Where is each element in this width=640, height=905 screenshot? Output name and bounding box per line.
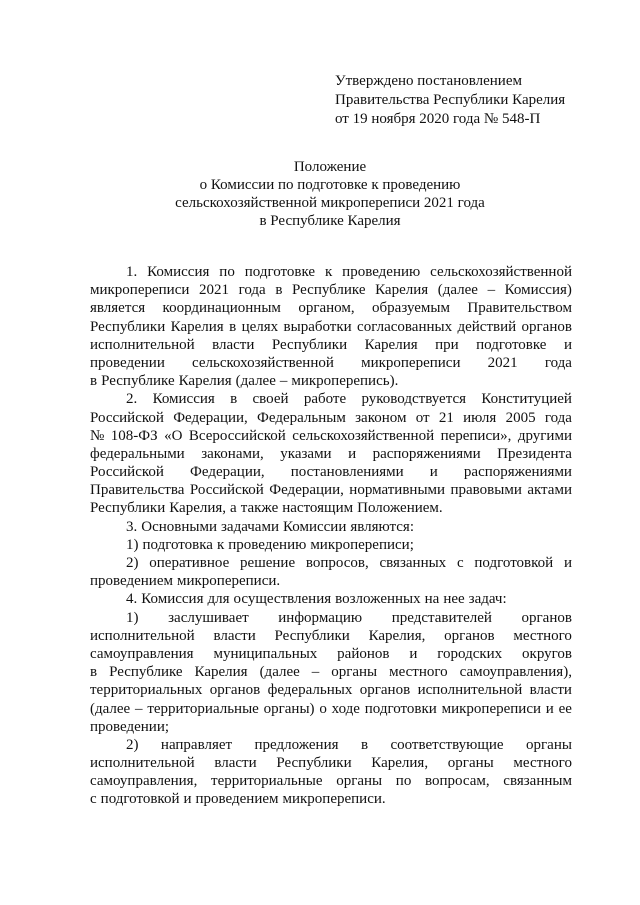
- body-word: исполнительной: [417, 682, 523, 699]
- title-line: сельскохозяйственной микропереписи 2021 года: [175, 195, 485, 211]
- body-word: заслушивает: [168, 609, 249, 626]
- body-word: указами: [280, 445, 332, 462]
- body-word: проведению: [342, 264, 421, 280]
- body-line: [90, 681, 572, 699]
- body-word: муниципальных: [213, 645, 318, 662]
- body-word: 2021: [487, 354, 518, 371]
- body-word: с: [90, 791, 97, 808]
- body-word: микропереписи: [361, 354, 461, 371]
- body-word: образуемым: [372, 300, 450, 317]
- body-word: Комиссия): [504, 282, 572, 299]
- body-line: [90, 463, 572, 481]
- body-line: [90, 518, 572, 536]
- body-word: о: [319, 700, 327, 717]
- body-word: 2.: [126, 391, 138, 408]
- body-line: [90, 572, 572, 590]
- body-word: проведением: [195, 791, 279, 808]
- body-line: [90, 390, 572, 408]
- body-word: оперативное: [149, 555, 230, 571]
- body-word: Республике: [109, 664, 183, 681]
- body-word: проведении: [90, 354, 165, 371]
- document-title: [90, 158, 570, 230]
- body-word: исполнительной: [90, 755, 195, 772]
- body-word: (далее: [235, 373, 276, 390]
- body-word: 108-ФЗ: [110, 427, 158, 444]
- body-word: органы: [526, 736, 572, 753]
- body-word: федеральными: [90, 445, 185, 462]
- body-word: законом: [355, 409, 407, 426]
- body-word: на: [424, 591, 440, 608]
- body-word: подготовкой: [474, 555, 554, 571]
- body-word: в: [90, 664, 98, 681]
- body-word: ходе: [331, 700, 360, 717]
- body-word: органов: [359, 682, 411, 699]
- document-body: [90, 263, 572, 809]
- body-word: местного: [513, 627, 572, 644]
- body-word: и: [409, 645, 418, 662]
- body-word: нормативными: [349, 482, 446, 499]
- body-word: постановлениями: [290, 464, 404, 481]
- body-word: исполнительной: [90, 627, 195, 644]
- body-word: самоуправления: [90, 645, 194, 662]
- title-line: Положение: [293, 159, 367, 175]
- body-word: микроперепись).: [291, 373, 399, 390]
- body-word: территориальные: [211, 773, 323, 790]
- body-line: [90, 336, 572, 354]
- body-word: 1): [126, 536, 139, 553]
- body-word: Российской: [90, 409, 164, 426]
- body-word: органы: [447, 755, 494, 772]
- body-word: в: [229, 318, 237, 335]
- body-line: [90, 299, 572, 317]
- body-word: Республики: [271, 336, 348, 353]
- body-word: Российской: [189, 482, 264, 499]
- body-word: 21: [438, 409, 454, 426]
- body-word: другими: [517, 427, 572, 444]
- approval-line: Утверждено постановлением: [335, 73, 522, 89]
- body-word: исполнительной: [90, 336, 195, 353]
- body-word: и: [183, 791, 192, 808]
- body-word: проведению: [228, 536, 307, 553]
- body-word: является: [90, 300, 146, 317]
- approval-stamp: [335, 72, 595, 129]
- title-line: о Комиссии по подготовке к проведению: [199, 177, 461, 193]
- body-word: местного: [389, 664, 448, 681]
- body-line: [90, 445, 572, 463]
- approval-line: от 19 ноября 2020 года № 548-П: [335, 111, 541, 127]
- body-word: –: [135, 700, 143, 717]
- body-word: и: [429, 464, 438, 481]
- body-word: руководствуется: [361, 391, 467, 408]
- body-word: осуществления: [233, 591, 332, 608]
- body-word: Карелия: [364, 336, 418, 353]
- body-word: Республики: [90, 318, 166, 335]
- body-word: федеральных: [267, 682, 353, 699]
- body-word: по: [395, 773, 412, 790]
- body-line: [90, 663, 572, 681]
- body-word: Карелия: [375, 282, 429, 299]
- body-line: [90, 609, 572, 627]
- body-word: Российской: [90, 464, 164, 481]
- body-word: микропереписи.: [176, 573, 281, 590]
- body-word: задачами: [220, 518, 279, 535]
- body-line: [90, 409, 572, 427]
- body-word: в: [275, 282, 283, 299]
- body-line: [90, 754, 572, 772]
- body-word: актами: [527, 482, 572, 499]
- body-line: [90, 736, 572, 754]
- body-word: Республики: [274, 627, 350, 644]
- body-word: –: [487, 282, 496, 299]
- body-word: Республики: [90, 500, 166, 517]
- body-line: [90, 627, 572, 645]
- body-line: [90, 499, 572, 517]
- body-word: городских: [437, 645, 503, 662]
- body-word: Правительством: [467, 300, 572, 317]
- body-word: а: [230, 500, 237, 517]
- body-word: (далее: [259, 664, 300, 681]
- body-word: июля: [463, 409, 497, 426]
- body-word: органы: [331, 664, 378, 681]
- body-word: к: [324, 264, 333, 280]
- body-word: к: [216, 536, 225, 553]
- body-word: Карелия: [194, 664, 248, 681]
- body-word: по: [219, 264, 235, 280]
- body-line: [90, 645, 572, 663]
- body-word: микропереписи: [441, 700, 541, 717]
- body-word: самоуправления),: [459, 664, 572, 681]
- body-word: самоуправления,: [90, 773, 198, 790]
- body-word: в: [230, 391, 238, 408]
- body-word: задач:: [468, 591, 507, 608]
- body-word: Положением.: [357, 500, 443, 517]
- body-word: Республике: [292, 282, 366, 299]
- body-word: целях: [241, 318, 279, 335]
- body-word: органом,: [298, 300, 355, 317]
- body-word: округов: [522, 645, 572, 662]
- body-word: «О: [164, 427, 183, 444]
- body-word: Основными: [141, 518, 217, 535]
- body-word: Республике: [101, 373, 175, 390]
- body-word: и: [348, 445, 357, 462]
- body-word: Федерации,: [190, 464, 265, 481]
- body-word: распоряжениями: [372, 445, 481, 462]
- body-word: микропереписи: [90, 282, 190, 299]
- body-line: [90, 700, 572, 718]
- body-word: Карелия,: [169, 500, 227, 517]
- body-word: подготовкой: [100, 791, 180, 808]
- body-line: [90, 718, 572, 736]
- body-word: Карелия,: [368, 627, 426, 644]
- title-line: в Республике Карелия: [259, 213, 401, 229]
- body-word: нее: [443, 591, 465, 608]
- body-word: сельскохозяйственной: [292, 427, 435, 444]
- body-word: для: [207, 591, 230, 608]
- body-word: проведении;: [90, 718, 170, 735]
- body-word: Правительства: [90, 482, 185, 499]
- body-word: –: [279, 373, 288, 390]
- body-word: в: [360, 736, 369, 753]
- body-word: 2): [126, 555, 139, 571]
- body-word: Федеральным: [257, 409, 346, 426]
- body-word: –: [311, 664, 320, 681]
- body-word: от: [415, 409, 430, 426]
- body-word: решение: [240, 555, 296, 571]
- body-word: Комиссия: [147, 264, 210, 280]
- body-word: микропереписи;: [310, 536, 414, 553]
- body-line: [90, 427, 572, 445]
- body-line: [90, 318, 572, 336]
- body-word: органов: [209, 682, 261, 699]
- body-word: 3.: [126, 518, 138, 535]
- body-word: соответствующие: [390, 736, 504, 753]
- body-word: законами,: [201, 445, 264, 462]
- body-word: являются:: [350, 518, 414, 535]
- body-word: подготовке: [244, 264, 316, 280]
- body-word: согласованных: [357, 318, 453, 335]
- body-word: Федерации,: [173, 409, 248, 426]
- body-word: органы): [263, 700, 315, 717]
- body-word: года: [238, 282, 266, 299]
- body-word: территориальных: [90, 682, 203, 699]
- body-word: территориальные: [147, 700, 259, 717]
- body-word: органы: [336, 773, 383, 790]
- body-word: 1.: [126, 264, 138, 280]
- body-line: [90, 354, 572, 372]
- body-word: связанным: [503, 773, 572, 790]
- body-line: [90, 263, 572, 281]
- body-word: районов: [337, 645, 390, 662]
- body-word: Президента: [497, 445, 572, 462]
- body-word: местного: [513, 755, 572, 772]
- body-word: органов: [521, 318, 572, 335]
- body-word: проведением: [90, 573, 173, 590]
- body-line: [90, 372, 572, 390]
- body-word: (далее: [90, 700, 131, 717]
- body-word: сельскохозяйственной: [430, 264, 572, 280]
- body-word: связанных: [379, 555, 447, 571]
- body-word: представителей: [391, 609, 492, 626]
- body-line: [90, 790, 572, 808]
- body-word: координационным: [162, 300, 281, 317]
- body-word: Карелия: [178, 373, 232, 390]
- body-word: подготовки: [364, 700, 437, 717]
- body-word: сельскохозяйственной: [192, 354, 334, 371]
- body-line: [90, 772, 572, 790]
- body-word: с: [456, 555, 464, 571]
- body-word: органов: [444, 627, 495, 644]
- body-word: Комиссия: [141, 591, 204, 608]
- body-word: Карелия,: [371, 755, 429, 772]
- body-word: Всероссийской: [188, 427, 286, 444]
- body-word: власти: [213, 627, 256, 644]
- body-word: власти: [529, 682, 572, 699]
- body-word: Республики: [276, 755, 352, 772]
- body-word: правовыми: [450, 482, 522, 499]
- body-word: власти: [212, 336, 255, 353]
- body-word: года: [544, 409, 572, 426]
- body-line: [90, 536, 572, 554]
- body-word: и: [563, 336, 572, 353]
- body-line: [90, 481, 572, 499]
- body-word: Комиссии: [282, 518, 347, 535]
- body-word: своей: [252, 391, 289, 408]
- body-line: [90, 590, 572, 608]
- body-word: направляет: [160, 736, 233, 753]
- body-word: Конституцией: [481, 391, 572, 408]
- body-word: власти: [214, 755, 257, 772]
- body-word: работе: [303, 391, 347, 408]
- body-word: 4.: [126, 591, 138, 608]
- body-word: 2): [126, 736, 139, 753]
- body-word: подготовка: [142, 536, 213, 553]
- body-word: выработки: [283, 318, 352, 335]
- body-word: 2005: [505, 409, 536, 426]
- body-line: [90, 281, 572, 299]
- body-word: (далее: [437, 282, 478, 299]
- body-word: 1): [126, 609, 139, 626]
- body-word: информацию: [278, 609, 363, 626]
- body-word: органов: [521, 609, 572, 626]
- body-word: действий: [457, 318, 517, 335]
- body-word: ее: [558, 700, 572, 717]
- body-word: Федерации,: [269, 482, 344, 499]
- body-word: №: [90, 427, 105, 444]
- body-word: в: [90, 373, 98, 390]
- body-word: Комиссия: [152, 391, 215, 408]
- body-word: микропереписи.: [282, 791, 386, 808]
- body-word: также: [240, 500, 279, 517]
- body-word: распоряжениями: [463, 464, 572, 481]
- body-word: возложенных: [335, 591, 421, 608]
- body-word: подготовке: [476, 336, 547, 353]
- body-line: [90, 554, 572, 572]
- body-word: и: [545, 700, 554, 717]
- body-word: переписи»,: [440, 427, 512, 444]
- body-word: вопросам,: [425, 773, 490, 790]
- body-word: года: [544, 354, 572, 371]
- body-word: Карелия: [170, 318, 224, 335]
- body-word: при: [435, 336, 459, 353]
- body-word: 2021: [198, 282, 229, 299]
- body-word: предложения: [254, 736, 339, 753]
- body-word: настоящим: [282, 500, 354, 517]
- body-word: вопросов,: [305, 555, 369, 571]
- approval-line: Правительства Республики Карелия: [335, 92, 566, 108]
- body-word: и: [563, 555, 572, 571]
